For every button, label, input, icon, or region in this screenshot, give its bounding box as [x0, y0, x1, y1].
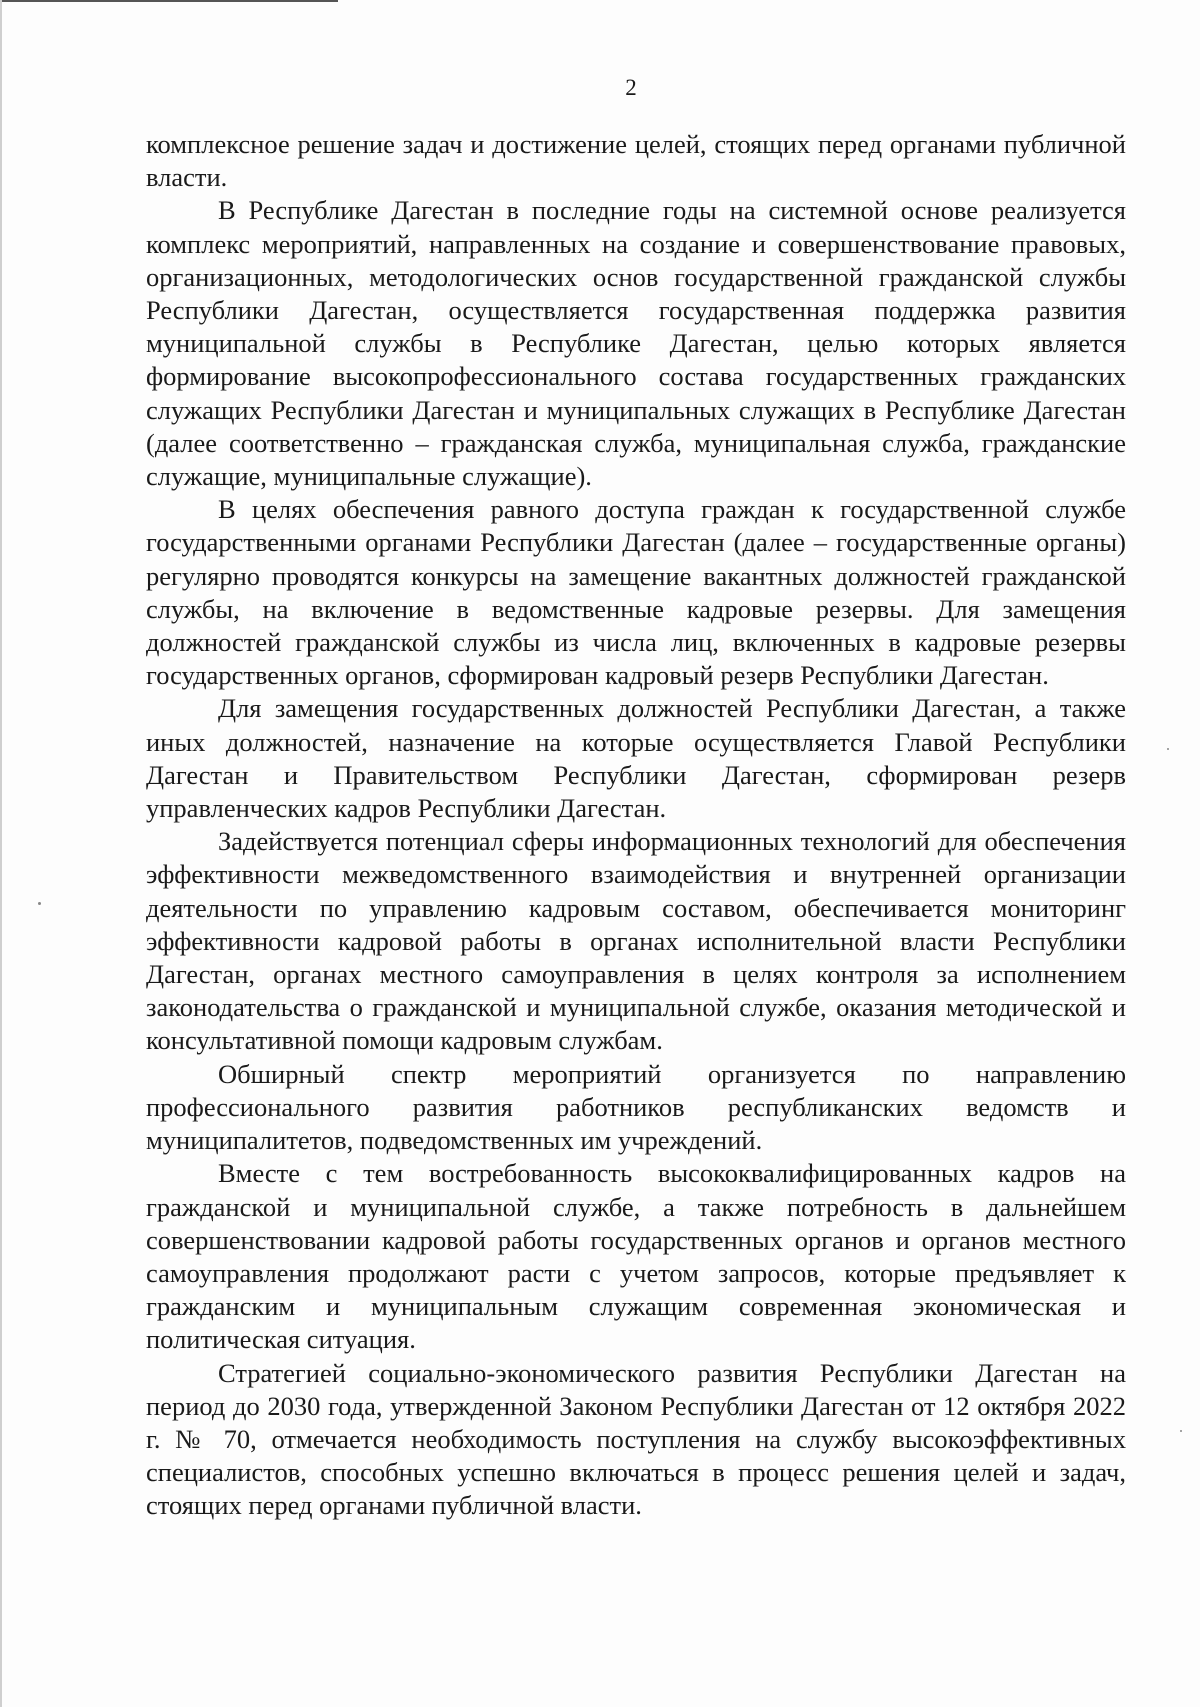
paragraph: Задействуется потенциал сферы информационных технологий для обеспечения эффективности межведомственного взаимодействия и внутренней организации деятельности по управлению кадровым составом, обеспечивается мониторинг эффективности кадровой работы в органах исполнительной власти Республики Дагестан, органах местного самоуправления в целях контроля за исполнением законодательства о гражданской и муниципальной службе, оказания методической и консультативной помощи кадровым службам. [146, 826, 1126, 1056]
scan-speck [38, 902, 41, 905]
paragraph: Для замещения государственных должностей Республики Дагестан, а также иных должностей, назначение на которые осуществляется Главой Республики Дагестан и Правительством Республики Дагестан, сформирован резерв управленческих кадров Республики Дагестан. [146, 693, 1126, 824]
paragraph: Вместе с тем востребованность высококвалифицированных кадров на гражданской и муниципальной службе, а также потребность в дальнейшем совершенствовании кадровой работы государственных органов и органов местного самоуправления продолжают расти с учетом запросов, которые предъявляет к гражданским и муниципальным служащим современная экономическая и политическая ситуация. [146, 1158, 1126, 1355]
scan-edge-left [0, 0, 2, 1707]
paragraph: В Республике Дагестан в последние годы на системной основе реализуется комплекс мероприятий, направленных на создание и совершенствование правовых, организационных, методологических основ государственной гражданской службы Республики Дагестан, осуществляется государственная поддержка развития муниципальной службы в Республике Дагестан, целью которых является формирование высокопрофессионального состава государственных гражданских служащих Республики Дагестан и муниципальных служащих в Республике Дагестан (далее соответственно – гражданская служба, муниципальная служба, гражданские служащие, муниципальные служащие). [146, 195, 1126, 492]
paragraph: Обширный спектр мероприятий организуется по направлению профессионального развития работников республиканских ведомств и муниципалитетов, подведомственных им учреждений. [146, 1058, 1126, 1156]
scan-speck [1167, 748, 1169, 750]
scan-edge-top [0, 0, 338, 2]
scan-speck [1180, 1430, 1182, 1432]
paragraph: В целях обеспечения равного доступа граждан к государственной службе государственными органами Республики Дагестан (далее – государственные органы) регулярно проводятся конкурсы на замещение вакантных должностей гражданской службы, на включение в ведомственные кадровые резервы. Для замещения должностей гражданской службы из числа лиц, включенных в кадровые резервы государственных органов, сформирован кадровый резерв Республики Дагестан. [146, 494, 1126, 691]
page-number: 2 [625, 75, 637, 100]
paragraph-continuation: комплексное решение задач и достижение целей, стоящих перед органами публичной власти. [146, 129, 1126, 193]
paragraph: Стратегией социально-экономического развития Республики Дагестан на период до 2030 года, утвержденной Законом Республики Дагестан от 12 октября 2022 г. № 70, отмечается необходимость поступления на службу высокоэффективных специалистов, способных успешно включаться в процесс решения целей и задач, стоящих перед органами публичной власти. [146, 1357, 1126, 1521]
document-body [146, 128, 1126, 1523]
